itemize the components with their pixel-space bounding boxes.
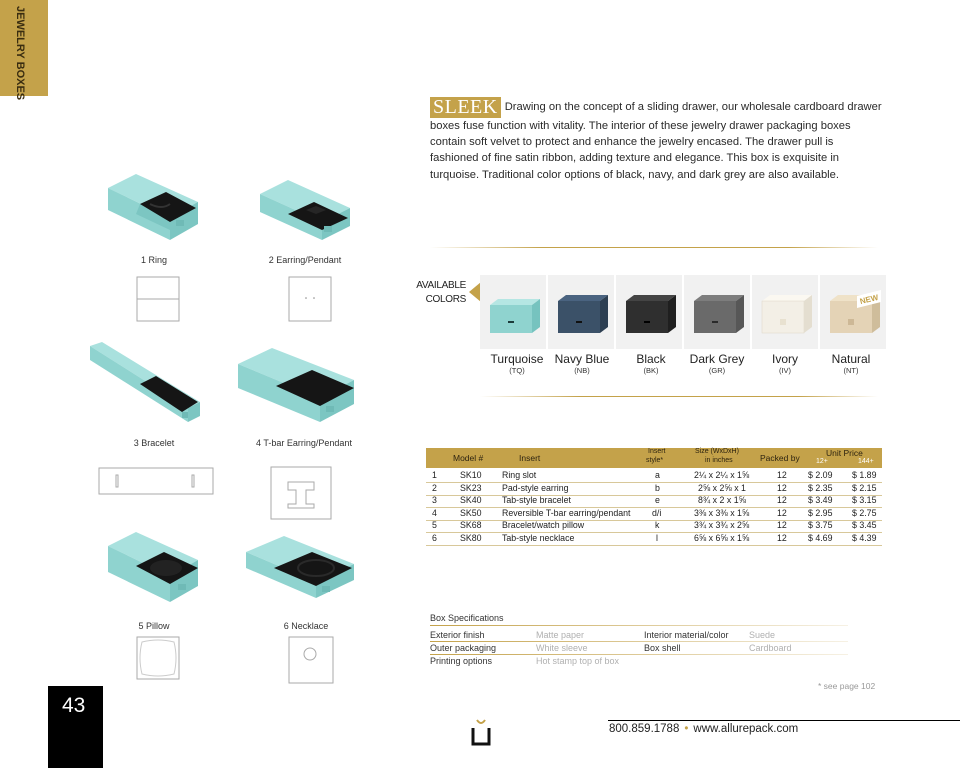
caption-necklace: 6 Necklace (283, 621, 329, 631)
available-colors-label: AVAILABLE COLORS (416, 280, 466, 305)
color-code-dark-grey: (GR) (708, 366, 726, 375)
table-row: 2 SK23 Pad-style earring b 2⅝ x 2⅝ x 1 12 $ 2.35 $ 2.15 (426, 482, 882, 496)
tbar-insert-diagram (270, 466, 334, 522)
table-row: 6 SK80 Tab-style necklace l 6⅝ x 6⅝ x 1⅝ 12 $ 4.69 $ 4.39 (426, 532, 882, 546)
header-model: Model # (453, 453, 484, 463)
contact-separator: • (684, 723, 689, 735)
allure-logo-icon (470, 718, 492, 748)
necklace-insert-diagram (288, 636, 334, 684)
footer-rule (608, 720, 960, 721)
swatch-ivory (752, 275, 818, 349)
new-badge (856, 288, 882, 308)
spec-box-shell-value: Cardboard (749, 643, 792, 653)
header-insert-style-2: style* (646, 457, 664, 464)
swatch-dark-grey (684, 275, 750, 349)
intro-text: Drawing on the concept of a sliding drawer, our wholesale cardboard drawer boxes fuse function with vitality. The interior of these jewelry drawer packaging boxes contain soft velvet to protect and enhance the jewelry encased. The drawer pull is fashioned of fine satin ribbon, adding texture and elegance. This box is exquisite in turquoise. Traditional color options of black, navy, and dark grey are also available. (430, 101, 882, 181)
pillow-box-image (106, 530, 200, 604)
swatch-black (616, 275, 682, 349)
color-name-natural: Natural (831, 352, 871, 366)
spec-outer-packaging-value: White sleeve (536, 643, 588, 653)
color-name-ivory: Ivory (771, 352, 798, 366)
product-line-label: SLEEK (430, 97, 501, 118)
spec-box-shell-label: Box shell (644, 643, 681, 653)
footnote: * see page 102 (818, 681, 876, 691)
spec-printing-value: Hot stamp top of box (536, 656, 620, 666)
phone-number: 800.859.1788 (609, 723, 680, 735)
caption-bracelet: 3 Bracelet (133, 438, 175, 448)
bracelet-box-image (88, 340, 202, 424)
ring-box-image (106, 172, 200, 242)
swatch-navy-blue (548, 275, 614, 349)
spec-exterior-finish-label: Exterior finish (430, 630, 485, 640)
spec-printing-label: Printing options (430, 656, 493, 666)
color-code-turquoise: (TQ) (509, 366, 525, 375)
table-row: 4 SK50 Reversible T-bar earring/pendant d/i 3⅜ x 3⅜ x 1⅝ 12 $ 2.95 $ 2.75 (426, 507, 882, 521)
pillow-insert-diagram (136, 636, 180, 680)
website-link[interactable]: www.allurepack.com (693, 723, 799, 735)
page-number-block (48, 686, 103, 768)
color-code-ivory: (IV) (778, 366, 792, 375)
table-row: 1 SK10 Ring slot a 2¼ x 2¼ x 1⅝ 12 $ 2.09 $ 1.89 (426, 469, 882, 483)
color-code-navy-blue: (NB) (574, 366, 590, 375)
spec-exterior-finish-value: Matte paper (536, 630, 585, 640)
spec-divider (430, 654, 848, 655)
earring-insert-diagram (288, 276, 332, 322)
divider-bottom (480, 396, 878, 397)
color-name-turquoise: Turquoise (490, 352, 544, 366)
pricing-table-header (426, 448, 882, 468)
caption-pillow: 5 Pillow (138, 621, 170, 631)
spec-divider (430, 641, 848, 642)
header-size-2: in inches (705, 457, 733, 464)
spec-outer-packaging-label: Outer packaging (430, 643, 497, 653)
contact-info (609, 723, 798, 735)
necklace-box-image (244, 534, 356, 600)
caption-ring: 1 Ring (140, 255, 168, 265)
new-badge-text: NEW (858, 292, 880, 307)
header-qty-144: 144+ (858, 458, 874, 465)
color-code-black: (BK) (643, 366, 659, 375)
page-number: 43 (62, 694, 86, 717)
header-insert: Insert (519, 453, 541, 463)
color-name-black: Black (636, 352, 666, 366)
header-qty-12: 12+ (816, 458, 828, 465)
table-row: 3 SK40 Tab-style bracelet e 8¾ x 2 x 1⅝ 12 $ 3.49 $ 3.15 (426, 494, 882, 508)
swatch-turquoise (480, 275, 546, 349)
ring-insert-diagram (136, 276, 180, 322)
spec-interior-label: Interior material/color (644, 630, 729, 640)
box-specifications-title: Box Specifications (430, 613, 504, 623)
section-tab (0, 0, 48, 101)
spec-divider (430, 625, 848, 626)
intro-paragraph (430, 97, 882, 183)
header-packed-by: Packed by (760, 453, 800, 463)
earring-box-image (258, 178, 352, 244)
table-row: 5 SK68 Bracelet/watch pillow k 3¾ x 3¾ x 2⅝ 12 $ 3.75 $ 3.45 (426, 519, 882, 533)
color-name-dark-grey: Dark Grey (689, 352, 745, 366)
header-insert-style-1: Insert (648, 448, 666, 455)
color-name-navy-blue: Navy Blue (554, 352, 610, 366)
tbar-box-image (236, 346, 356, 426)
color-code-natural: (NT) (843, 366, 859, 375)
header-size-1: Size (WxDxH) (695, 448, 739, 455)
caption-earring: 2 Earring/Pendant (268, 255, 342, 265)
spec-interior-value: Suede (749, 630, 776, 640)
caption-tbar: 4 T-bar Earring/Pendant (256, 438, 352, 448)
divider-top (430, 247, 878, 248)
section-tab-label: JEWELRY BOXES (14, 6, 26, 101)
header-unit-price: Unit Price (826, 448, 863, 458)
swatch-natural (820, 275, 886, 349)
bracelet-insert-diagram (98, 466, 216, 496)
